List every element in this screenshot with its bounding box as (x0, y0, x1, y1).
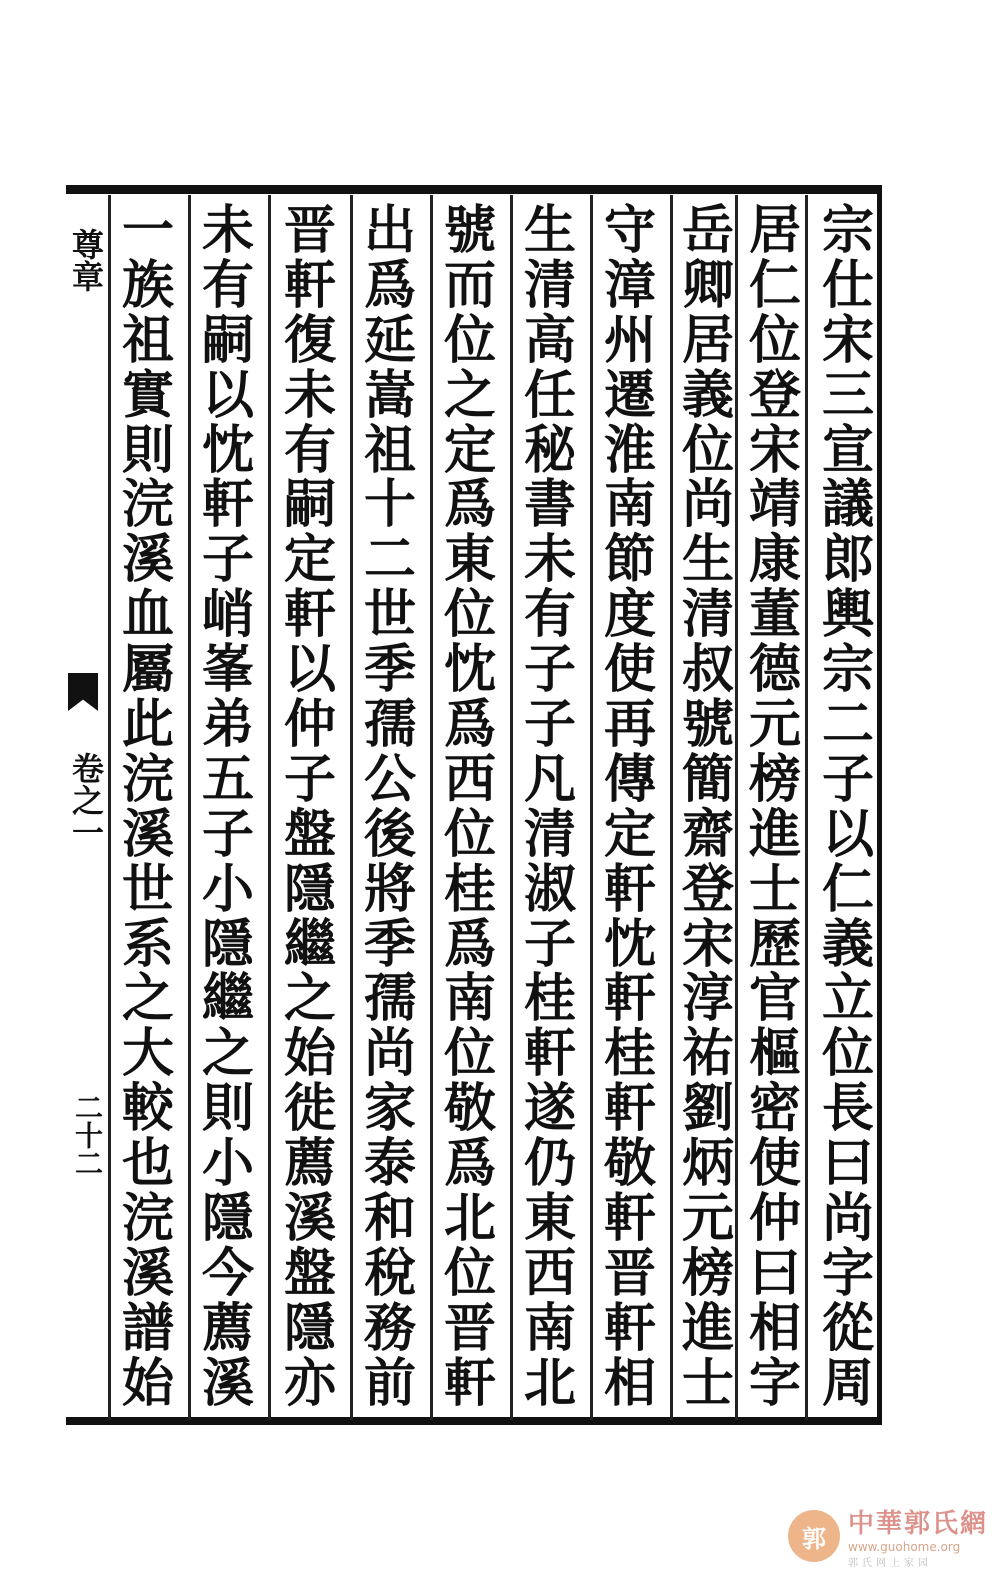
character: 隱 (283, 858, 336, 920)
text-column (518, 200, 582, 1414)
character: 爲 (443, 913, 496, 975)
character: 而 (443, 254, 496, 316)
character: 子 (523, 639, 576, 701)
character: 宋 (821, 309, 874, 371)
character: 宗 (821, 200, 874, 261)
character: 以 (821, 803, 874, 865)
character: 宗 (821, 639, 874, 701)
character: 使 (603, 639, 656, 701)
character: 敬 (603, 1133, 656, 1195)
character: 仍 (523, 1133, 576, 1195)
character: 爲 (443, 474, 496, 536)
character: 薦 (283, 1133, 336, 1195)
character: 之 (201, 1023, 254, 1085)
character: 爲 (363, 254, 416, 316)
character: 之 (443, 364, 496, 426)
column-rule (188, 195, 191, 1420)
page-number: 二十二 (71, 1093, 104, 1177)
character: 密 (748, 1078, 801, 1140)
character: 和 (363, 1188, 416, 1250)
character: 較 (121, 1078, 174, 1140)
character: 以 (201, 364, 254, 426)
character: 二 (363, 529, 416, 591)
character: 仕 (821, 254, 874, 316)
character: 遷 (603, 364, 656, 426)
character: 軒 (603, 1297, 656, 1359)
character: 孺 (363, 694, 416, 756)
character: 東 (523, 1188, 576, 1250)
character: 嵩 (363, 364, 416, 426)
character: 系 (121, 913, 174, 975)
character: 未 (523, 529, 576, 591)
character: 亦 (283, 1352, 336, 1414)
character: 清 (523, 254, 576, 316)
character: 州 (603, 309, 656, 371)
character: 孺 (363, 968, 416, 1030)
character: 徙 (283, 1078, 336, 1140)
character: 淑 (523, 858, 576, 920)
character: 溪 (121, 1242, 174, 1304)
character: 血 (121, 584, 174, 646)
column-rule (670, 195, 673, 1420)
character: 康 (748, 529, 801, 591)
character: 十 (363, 474, 416, 536)
character: 位 (748, 309, 801, 371)
character: 薦 (201, 1297, 254, 1359)
character: 郎 (821, 529, 874, 591)
watermark-seal: 郭 (788, 1510, 840, 1562)
character: 嗣 (283, 474, 336, 536)
character: 實 (121, 364, 174, 426)
character: 漳 (603, 254, 656, 316)
character: 溪 (201, 1352, 254, 1414)
character: 榜 (681, 1242, 734, 1304)
character: 溪 (121, 803, 174, 865)
character: 位 (681, 419, 734, 481)
character: 季 (363, 639, 416, 701)
character: 務 (363, 1297, 416, 1359)
character: 隱 (201, 1188, 254, 1250)
character: 忱 (443, 639, 496, 701)
character: 曰 (748, 1242, 801, 1304)
character: 士 (748, 858, 801, 920)
character: 西 (523, 1242, 576, 1304)
character: 元 (748, 694, 801, 756)
character: 世 (363, 584, 416, 646)
character: 有 (283, 419, 336, 481)
character: 峯 (201, 639, 254, 701)
book-title: 尊章 (67, 228, 105, 292)
character: 高 (523, 309, 576, 371)
character: 南 (443, 968, 496, 1030)
character: 則 (201, 1078, 254, 1140)
character: 一 (121, 200, 174, 261)
character: 軒 (283, 584, 336, 646)
character: 號 (681, 694, 734, 756)
character: 軒 (603, 1078, 656, 1140)
character: 有 (201, 254, 254, 316)
character: 隱 (283, 1297, 336, 1359)
character: 尚 (821, 1188, 874, 1250)
character: 桂 (603, 1023, 656, 1085)
character: 岳 (681, 200, 734, 261)
character: 軒 (603, 1188, 656, 1250)
character: 浣 (121, 474, 174, 536)
character: 遂 (523, 1078, 576, 1140)
character: 此 (121, 694, 174, 756)
volume-label: 卷之一 (67, 752, 105, 848)
character: 隱 (201, 913, 254, 975)
character: 始 (283, 1023, 336, 1085)
character: 之 (283, 968, 336, 1030)
character: 宋 (748, 419, 801, 481)
character: 子 (523, 694, 576, 756)
character: 世 (121, 858, 174, 920)
character: 官 (748, 968, 801, 1030)
character: 定 (443, 419, 496, 481)
character: 也 (121, 1133, 174, 1195)
watermark-subtitle: 郭氏网上家园 (848, 1558, 932, 1569)
character: 南 (603, 474, 656, 536)
character: 未 (201, 200, 254, 261)
character: 子 (821, 748, 874, 810)
watermark (788, 1501, 988, 1571)
text-column (438, 200, 502, 1414)
text-column (598, 200, 662, 1414)
character: 將 (363, 858, 416, 920)
character: 董 (748, 584, 801, 646)
character: 峭 (201, 584, 254, 646)
character: 輿 (821, 584, 874, 646)
character: 泰 (363, 1133, 416, 1195)
text-column (196, 200, 260, 1414)
character: 祐 (681, 1023, 734, 1085)
character: 二 (821, 694, 874, 756)
character: 仁 (748, 254, 801, 316)
character: 後 (363, 803, 416, 865)
character: 未 (283, 364, 336, 426)
character: 大 (121, 1023, 174, 1085)
character: 盤 (283, 1242, 336, 1304)
character: 屬 (121, 639, 174, 701)
column-rule (430, 195, 433, 1420)
character: 樞 (748, 1023, 801, 1085)
character: 仲 (283, 694, 336, 756)
character: 晋 (283, 200, 336, 261)
character: 議 (821, 474, 874, 536)
character: 書 (523, 474, 576, 536)
character: 小 (201, 858, 254, 920)
character: 度 (603, 584, 656, 646)
character: 定 (603, 803, 656, 865)
character: 東 (443, 529, 496, 591)
character: 凡 (523, 748, 576, 810)
character: 軒 (603, 968, 656, 1030)
column-rule (590, 195, 593, 1420)
character: 登 (748, 364, 801, 426)
character: 淮 (603, 419, 656, 481)
character: 節 (603, 529, 656, 591)
character: 嗣 (201, 309, 254, 371)
text-column (278, 200, 342, 1414)
character: 譜 (121, 1297, 174, 1359)
character: 歷 (748, 913, 801, 975)
character: 生 (681, 529, 734, 591)
character: 延 (363, 309, 416, 371)
character: 傳 (603, 748, 656, 810)
character: 軒 (201, 474, 254, 536)
character: 居 (681, 309, 734, 371)
character: 晋 (603, 1242, 656, 1304)
character: 北 (523, 1352, 576, 1414)
character: 任 (523, 364, 576, 426)
character: 宣 (821, 419, 874, 481)
text-column (743, 200, 807, 1414)
character: 進 (681, 1297, 734, 1359)
character: 清 (681, 584, 734, 646)
column-rule (268, 195, 271, 1420)
character: 出 (363, 200, 416, 261)
text-column (816, 200, 880, 1414)
character: 進 (748, 803, 801, 865)
character: 簡 (681, 748, 734, 810)
character: 曰 (821, 1133, 874, 1195)
character: 立 (821, 968, 874, 1030)
character: 稅 (363, 1242, 416, 1304)
character: 長 (821, 1078, 874, 1140)
watermark-url: www.guohome.org (848, 1540, 961, 1554)
character: 相 (748, 1297, 801, 1359)
character: 位 (443, 309, 496, 371)
watermark-name: 中華郭氏網 (848, 1509, 989, 1539)
text-column (116, 200, 180, 1414)
character: 今 (201, 1242, 254, 1304)
character: 季 (363, 913, 416, 975)
character: 子 (201, 529, 254, 591)
character: 從 (821, 1297, 874, 1359)
character: 榜 (748, 748, 801, 810)
character: 秘 (523, 419, 576, 481)
character: 則 (121, 419, 174, 481)
character: 相 (603, 1352, 656, 1414)
character: 士 (681, 1352, 734, 1414)
character: 位 (443, 584, 496, 646)
character: 子 (201, 803, 254, 865)
character: 北 (443, 1188, 496, 1250)
page-margin-column (66, 195, 105, 1415)
character: 叔 (681, 639, 734, 701)
character: 爲 (443, 694, 496, 756)
character: 溪 (283, 1188, 336, 1250)
character: 德 (748, 639, 801, 701)
character: 軒 (283, 254, 336, 316)
character: 公 (363, 748, 416, 810)
character: 軒 (523, 1023, 576, 1085)
character: 卿 (681, 254, 734, 316)
character: 祖 (121, 309, 174, 371)
character: 西 (443, 748, 496, 810)
character: 浣 (121, 1188, 174, 1250)
character: 居 (748, 200, 801, 261)
character: 義 (821, 913, 874, 975)
character: 周 (821, 1352, 874, 1414)
character: 清 (523, 803, 576, 865)
character: 淳 (681, 968, 734, 1030)
character: 生 (523, 200, 576, 261)
character: 號 (443, 200, 496, 261)
character: 忱 (603, 913, 656, 975)
character: 桂 (523, 968, 576, 1030)
character: 三 (821, 364, 874, 426)
character: 宋 (681, 913, 734, 975)
character: 盤 (283, 803, 336, 865)
character: 繼 (283, 913, 336, 975)
character: 溪 (121, 529, 174, 591)
character: 忱 (201, 419, 254, 481)
character: 軒 (603, 858, 656, 920)
character: 子 (283, 748, 336, 810)
character: 位 (443, 1242, 496, 1304)
character: 以 (283, 639, 336, 701)
character: 位 (443, 1023, 496, 1085)
column-rule (108, 195, 111, 1420)
character: 齋 (681, 803, 734, 865)
character: 始 (121, 1352, 174, 1414)
character: 晋 (443, 1297, 496, 1359)
character: 敬 (443, 1078, 496, 1140)
character: 軒 (443, 1352, 496, 1414)
column-rule (350, 195, 353, 1420)
character: 守 (603, 200, 656, 261)
character: 有 (523, 584, 576, 646)
character: 桂 (443, 858, 496, 920)
character: 仲 (748, 1188, 801, 1250)
character: 定 (283, 529, 336, 591)
character: 義 (681, 364, 734, 426)
text-column (358, 200, 422, 1414)
character: 小 (201, 1133, 254, 1195)
character: 復 (283, 309, 336, 371)
column-rule (510, 195, 513, 1420)
character: 弟 (201, 694, 254, 756)
character: 仁 (821, 858, 874, 920)
character: 字 (748, 1352, 801, 1414)
character: 元 (681, 1188, 734, 1250)
character: 再 (603, 694, 656, 756)
character: 尚 (681, 474, 734, 536)
character: 繼 (201, 968, 254, 1030)
character: 使 (748, 1133, 801, 1195)
fishtail-mark-icon (68, 673, 98, 711)
character: 劉 (681, 1078, 734, 1140)
character: 炳 (681, 1133, 734, 1195)
character: 尚 (363, 1023, 416, 1085)
character: 爲 (443, 1133, 496, 1195)
character: 浣 (121, 748, 174, 810)
character: 祖 (363, 419, 416, 481)
text-column (676, 200, 740, 1414)
character: 登 (681, 858, 734, 920)
character: 子 (523, 913, 576, 975)
character: 靖 (748, 474, 801, 536)
character: 族 (121, 254, 174, 316)
character: 字 (821, 1242, 874, 1304)
character: 位 (443, 803, 496, 865)
character: 位 (821, 1023, 874, 1085)
character: 南 (523, 1297, 576, 1359)
character: 之 (121, 968, 174, 1030)
character: 前 (363, 1352, 416, 1414)
character: 五 (201, 748, 254, 810)
character: 家 (363, 1078, 416, 1140)
